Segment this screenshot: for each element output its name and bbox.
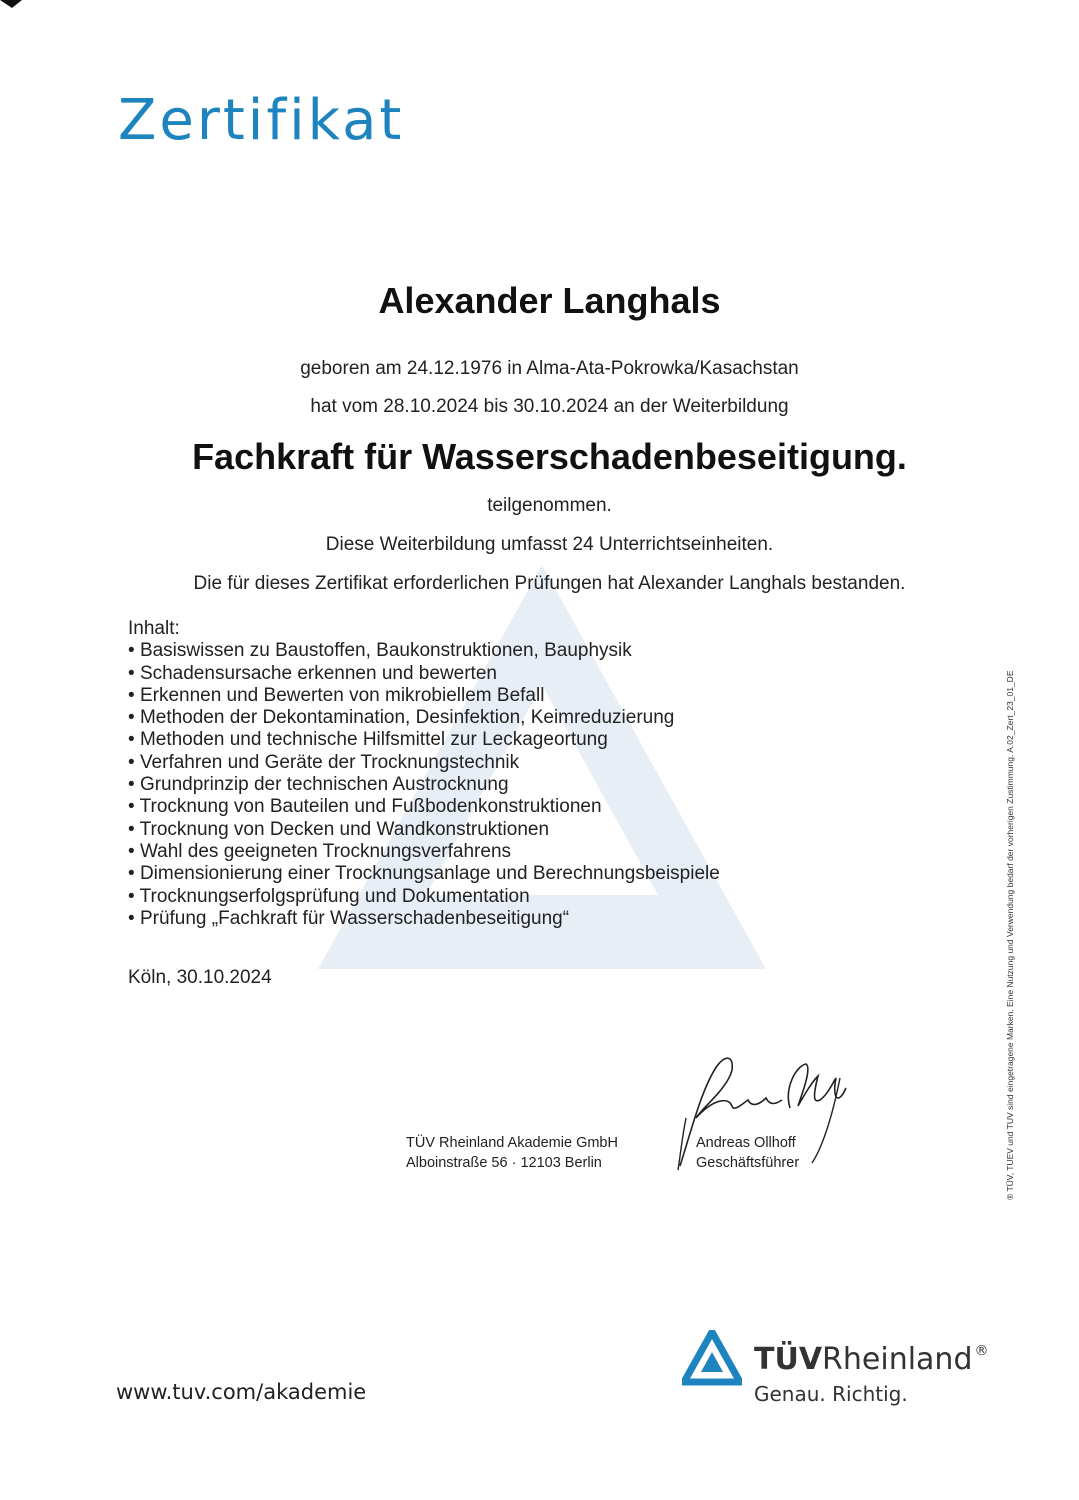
contents-list (128, 640, 720, 930)
list-item: • Trocknungserfolgsprüfung und Dokumentation (128, 886, 720, 908)
brand-regular: Rheinland (822, 1342, 973, 1377)
brand-bold: TÜV (754, 1342, 823, 1377)
signatory-name: Andreas Ollhoff (696, 1135, 796, 1151)
issuer-address: Alboinstraße 56 · 12103 Berlin (406, 1155, 602, 1171)
signatory-block (696, 1133, 799, 1173)
exam-line: Die für dieses Zertifikat erforderlichen Prüfungen hat Alexander Langhals bestanden. (193, 573, 906, 594)
list-item: • Grundprinzip der technischen Austrocknung (128, 774, 720, 796)
tuv-rheinland-logo (682, 1330, 1002, 1410)
list-item: • Dimensionierung einer Trocknungsanlage und Berechnungsbeispiele (128, 863, 720, 885)
website-link: www.tuv.com/akademie (116, 1380, 367, 1404)
list-item: • Basiswissen zu Baustoffen, Baukonstruktionen, Bauphysik (128, 640, 720, 662)
signatory-role: Geschäftsführer (696, 1155, 800, 1171)
scan-corner-mark (0, 0, 30, 10)
contents-heading: Inhalt: (128, 618, 180, 639)
issuer-company: TÜV Rheinland Akademie GmbH (406, 1135, 618, 1151)
list-item: • Methoden und technische Hilfsmittel zur Leckageortung (128, 729, 720, 751)
list-item: • Trocknung von Bauteilen und Fußbodenkonstruktionen (128, 796, 720, 818)
brand-slogan: Genau. Richtig. (754, 1382, 908, 1406)
place-date: Köln, 30.10.2024 (128, 967, 272, 988)
period-line: hat vom 28.10.2024 bis 30.10.2024 an der Weiterbildung (310, 396, 789, 417)
list-item: • Schadensursache erkennen und bewerten (128, 663, 720, 685)
list-item: • Methoden der Dekontamination, Desinfektion, Keimreduzierung (128, 707, 720, 729)
list-item: • Prüfung „Fachkraft für Wasserschadenbeseitigung“ (128, 908, 720, 930)
brand-name (754, 1342, 989, 1377)
contents-section (128, 618, 720, 930)
participated-line: teilgenommen. (487, 495, 612, 516)
participant-name: Alexander Langhals (378, 280, 721, 321)
issuer-block (406, 1133, 618, 1173)
list-item: • Erkennen und Bewerten von mikrobiellem Befall (128, 685, 720, 707)
tuv-triangle-icon (682, 1330, 742, 1386)
course-title: Fachkraft für Wasserschadenbeseitigung. (192, 436, 907, 477)
certificate-title: Zertifikat (118, 88, 405, 153)
units-line: Diese Weiterbildung umfasst 24 Unterrichtseinheiten. (325, 534, 774, 555)
birth-line: geboren am 24.12.1976 in Alma-Ata-Pokrowka/Kasachstan (300, 358, 799, 379)
trademark-notice: ® TÜV, TUEV und TUV sind eingetragene Marken. Eine Nutzung und Verwendung bedarf der vorherigen Zustimmung. A.02_Zert_23_01_DE (1005, 670, 1015, 1200)
list-item: • Wahl des geeigneten Trocknungsverfahrens (128, 841, 720, 863)
registered-mark: ® (974, 1343, 989, 1359)
list-item: • Verfahren und Geräte der Trocknungstechnik (128, 752, 720, 774)
list-item: • Trocknung von Decken und Wandkonstruktionen (128, 819, 720, 841)
